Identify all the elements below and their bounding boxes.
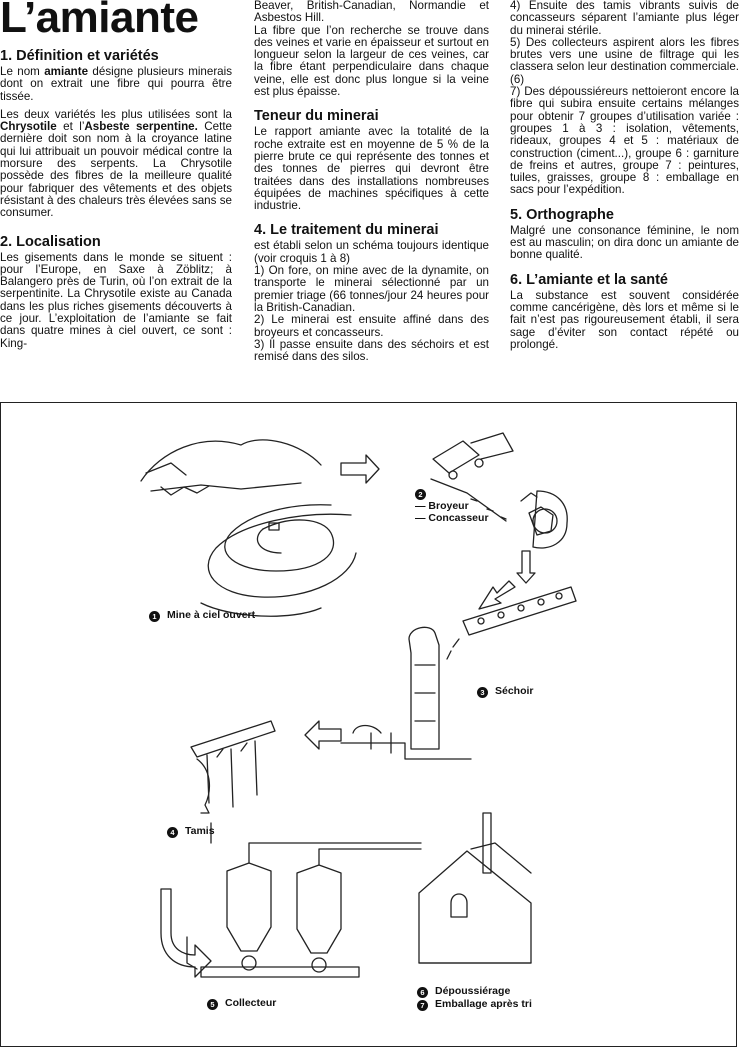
- term-amiante: amiante: [44, 65, 89, 78]
- section-5-paragraph: Malgré une consonance féminine, le nom est au masculin; on dira donc un amiante de bonne qualité.: [510, 223, 739, 262]
- label-dryer: [477, 685, 534, 698]
- text-column-2: [254, 0, 489, 363]
- step-number-badge: 4: [167, 827, 178, 838]
- open-pit-mine-drawing: [141, 440, 356, 616]
- section-1-paragraph-2: [0, 109, 232, 220]
- section-3-title: Teneur du minerai: [254, 108, 379, 125]
- label-mine: [149, 609, 255, 622]
- dryer-drawing: [341, 587, 576, 759]
- text-run: Le nom: [0, 65, 45, 78]
- step-number-badge: 3: [477, 687, 488, 698]
- label-collector: [207, 997, 276, 1010]
- section-4-intro: est établi selon un schéma toujours identique (voir croquis 1 à 8): [254, 239, 489, 265]
- section-4-step-1: 1) On fore, on mine avec de la dynamite, on transporte le minerai sélectionné par un premier triage (66 tonnes/jour 24 heures pour la British-Canadian.: [254, 264, 489, 314]
- text-column-1: [0, 0, 232, 350]
- collector-drawing: [187, 843, 421, 977]
- text-run: et l’: [56, 120, 85, 134]
- label-text: Collecteur: [225, 997, 277, 1009]
- section-3-paragraph: Le rapport amiante avec la totalité de la roche extraite est en moyenne de 5 % de la pierre brute ce qui représente des tonnes et des tonnes de pierres qui devront être traitées dans des installations nombreuses équipées de machines spécifiques à cette industrie.: [254, 125, 489, 213]
- arrow-left-icon: [305, 721, 341, 749]
- term-chrysotile: Chrysotile: [0, 120, 57, 134]
- term-asbeste: Asbeste serpentine.: [84, 120, 198, 134]
- arrow-down-left-icon: [479, 581, 515, 609]
- step-4-paragraph: 4) Ensuite des tamis vibrants suivis de concasseurs séparent l’amiante plus léger du minerai stérile.: [510, 0, 739, 37]
- section-2-title: 2. Localisation: [0, 233, 101, 250]
- label-sieve: [167, 825, 215, 838]
- section-4-step-2: 2) Le minerai est ensuite affiné dans des broyeurs et concasseurs.: [254, 313, 489, 339]
- text-run: Cette dernière doit son nom à la croyance latine qui lui attribuait un pouvoir médical contre la morsure des serpents. La Chrysotile possède des fibres de la meilleure qualité pour fabriquer des vêtements et des objets résistant à des chaleurs très élevées sans se consumer.: [0, 120, 233, 220]
- step-number-badge: 6: [417, 987, 428, 998]
- localisation-continued: Beaver, British-Canadian, Normandie et Asbestos Hill.: [254, 0, 489, 25]
- arrow-down-icon: [517, 551, 535, 583]
- text-column-3: [510, 0, 739, 351]
- step-number-badge: 2: [415, 489, 426, 500]
- section-2-paragraph: Les gisements dans le monde se situent : pour l’Europe, en Saxe à Zöblitz; à Balangero près de Turin, où l’on extrait de la serpentinite. La Chrysotile existe au Canada dans les plus riches gisements découverts à ce jour. L’exploitation de l’amiante se fait dans quatre mines à ciel ouvert, ce sont : King-: [0, 250, 232, 350]
- section-4-title: 4. Le traitement du minerai: [254, 222, 439, 239]
- step-number-badge: 1: [149, 611, 160, 622]
- process-illustration: [0, 402, 737, 1047]
- process-drawing: [1, 403, 736, 1046]
- section-5-title: 5. Orthographe: [510, 206, 614, 223]
- label-text: Tamis: [185, 825, 215, 837]
- section-4-step-3: 3) Il passe ensuite dans des séchoirs et est remisé dans des silos.: [254, 337, 489, 364]
- dust-removal-building-drawing: [419, 813, 531, 963]
- section-1-paragraph-1: [0, 66, 232, 103]
- text-run: désigne plusieurs minerais dont on extrait une fibre qui pourra être tissée.: [0, 65, 232, 103]
- label-text: Mine à ciel ouvert: [167, 609, 256, 621]
- section-6-title: 6. L’amiante et la santé: [510, 271, 668, 288]
- article-title: L’amiante: [0, 0, 199, 42]
- step-number-badge: 5: [207, 999, 218, 1010]
- step-5-paragraph: 5) Des collecteurs aspirent alors les fibres brutes vers une usine de filtrage qui les classera selon leur destination commerciale.(6): [510, 35, 739, 86]
- arrow-right-icon: [341, 455, 379, 483]
- text-run: Les deux variétés les plus utilisées sont la: [0, 107, 232, 121]
- step-number-badge: 7: [417, 1000, 428, 1011]
- label-text: Emballage après tri: [435, 998, 532, 1010]
- label-text: Séchoir: [495, 685, 534, 697]
- section-6-paragraph: La substance est souvent considérée comme cancérigène, dès lors et même si le fait n’est pas rigoureusement établi, il sera sage d’éviter son contact répété ou prolongé.: [510, 288, 739, 351]
- label-dust-removal: [417, 985, 532, 1011]
- label-text: — Broyeur: [415, 500, 469, 512]
- label-text: — Concasseur: [415, 512, 489, 524]
- fibre-paragraph: La fibre que l’on recherche se trouve dans des veines et varie en épaisseur et surtout en longueur selon la largeur de ces veines, car la fibre étant perpendiculaire dans chaque veine, elle est donc plus longue si la veine est plus épaisse.: [254, 23, 489, 99]
- section-1-title: 1. Définition et variétés: [0, 48, 159, 64]
- step-7-paragraph: 7) Des dépoussiéreurs nettoieront encore la fibre qui subira ensuite certains mélanges pour obtenir 7 groupes d’utilisation variée : groupes 1 à 3 : isolation, vêtements, rideaux, groupes 4 et 5 : matériaux de construction (ciment...), groupe 6 : garniture de freins et autres, groupe 7 : peintures, tuiles, graisses, groupe 8 : emballage en sacs pour l’expédition.: [510, 85, 739, 197]
- label-text: Dépoussiérage: [435, 985, 511, 997]
- arrow-curved-icon: [161, 889, 211, 977]
- label-crusher: [415, 487, 489, 524]
